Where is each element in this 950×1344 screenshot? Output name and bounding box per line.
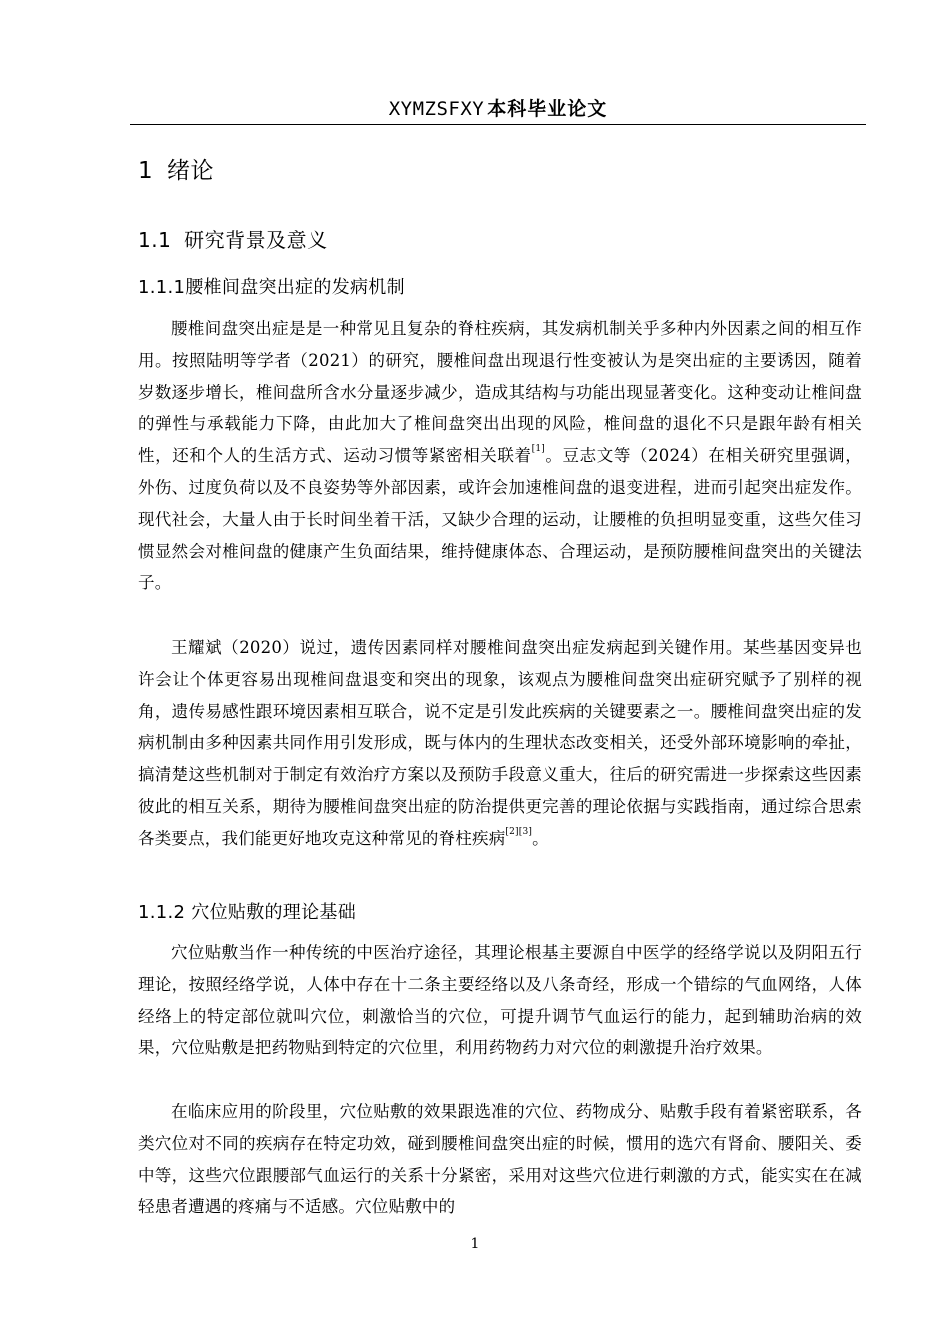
chapter-title: 绪论 [166,158,214,184]
header-title: 本科毕业论文 [487,98,608,120]
section-heading [138,225,328,255]
chapter-number: 1 [138,158,154,184]
chapter-heading [138,155,214,187]
section-title: 研究背景及意义 [184,228,328,252]
subsection-title: 腰椎间盘突出症的发病机制 [185,277,405,298]
header-code: XYMZSFXY [388,98,485,120]
paragraph-text: 穴位贴敷当作一种传统的中医治疗途径，其理论根基主要源自中医学的经络学说以及阴阳五行理论，按照经络学说，人体中存在十二条主要经络以及八条奇经，形成一个错综的气血网络，人体经络上的特定部位就叫穴位，刺激恰当的穴位，可提升调节气血运行的能力，起到辅助治病的效果，穴位贴敷是把药物贴到特定的穴位里，利用药物药力对穴位的刺激提升治疗效果。 [138,943,862,1058]
subsection-title: 穴位贴敷的理论基础 [191,902,357,923]
subsection-heading-1 [138,274,405,302]
section-number: 1.1 [138,228,172,252]
citation: [2][3] [505,826,533,837]
paragraph [138,1096,862,1223]
subsection-number: 1.1.1 [138,277,186,298]
citation: [1] [531,444,545,455]
paragraph [138,632,862,855]
paragraph-text: 。 [532,828,549,848]
page-header [130,96,866,125]
page-number: 1 [470,1236,480,1252]
subsection-number: 1.1.2 [138,902,186,923]
paragraph-text: 腰椎间盘突出症是是一种常见且复杂的脊柱疾病，其发病机制关乎多种内外因素之间的相互作用。按照陆明等学者（2021）的研究，腰椎间盘出现退行性变被认为是突出症的主要诱因，随着岁数逐步增长，椎间盘所含水分量逐步减少，造成其结构与功能出现显著变化。这种变动让椎间盘的弹性与承载能力下降，由此加大了椎间盘突出出现的风险，椎间盘的退化不只是跟年龄有相关性，还和个人的生活方式、运动习惯等紧密相关联着 [138,319,862,466]
subsection-heading-2 [138,899,356,927]
paragraph [138,937,862,1064]
paragraph-text: 王耀斌（2020）说过，遗传因素同样对腰椎间盘突出症发病起到关键作用。某些基因变异也许会让个体更容易出现椎间盘退变和突出的现象，该观点为腰椎间盘突出症研究赋予了别样的视角，遗传易感性跟环境因素相互联合，说不定是引发此疾病的关键要素之一。腰椎间盘突出症的发病机制由多种因素共同作用引发形成，既与体内的生理状态改变相关，还受外部环境影响的牵扯，搞清楚这些机制对于制定有效治疗方案以及预防手段意义重大，往后的研究需进一步探索这些因素彼此的相互关系，期待为腰椎间盘突出症的防治提供更完善的理论依据与实践指南，通过综合思索各类要点，我们能更好地攻克这种常见的脊柱疾病 [138,638,862,848]
paragraph-text: 在临床应用的阶段里，穴位贴敷的效果跟选准的穴位、药物成分、贴敷手段有着紧密联系，各类穴位对不同的疾病存在特定功效，碰到腰椎间盘突出症的时候，惯用的选穴有肾俞、腰阳关、委中等，这些穴位跟腰部气血运行的关系十分紧密，采用对这些穴位进行刺激的方式，能实实在在减轻患者遭遇的疼痛与不适感。穴位贴敷中的 [138,1102,862,1217]
paragraph [138,313,862,599]
paragraph-text: 。豆志文等（2024）在相关研究里强调，外伤、过度负荷以及不良姿势等外部因素，或许会加速椎间盘的退变进程，进而引起突出症发作。现代社会，大量人由于长时间坐着干活，又缺少合理的运动，让腰椎的负担明显变重，这些欠佳习惯显然会对椎间盘的健康产生负面结果，维持健康体态、合理运动，是预防腰椎间盘突出的关键法子。 [138,446,862,593]
